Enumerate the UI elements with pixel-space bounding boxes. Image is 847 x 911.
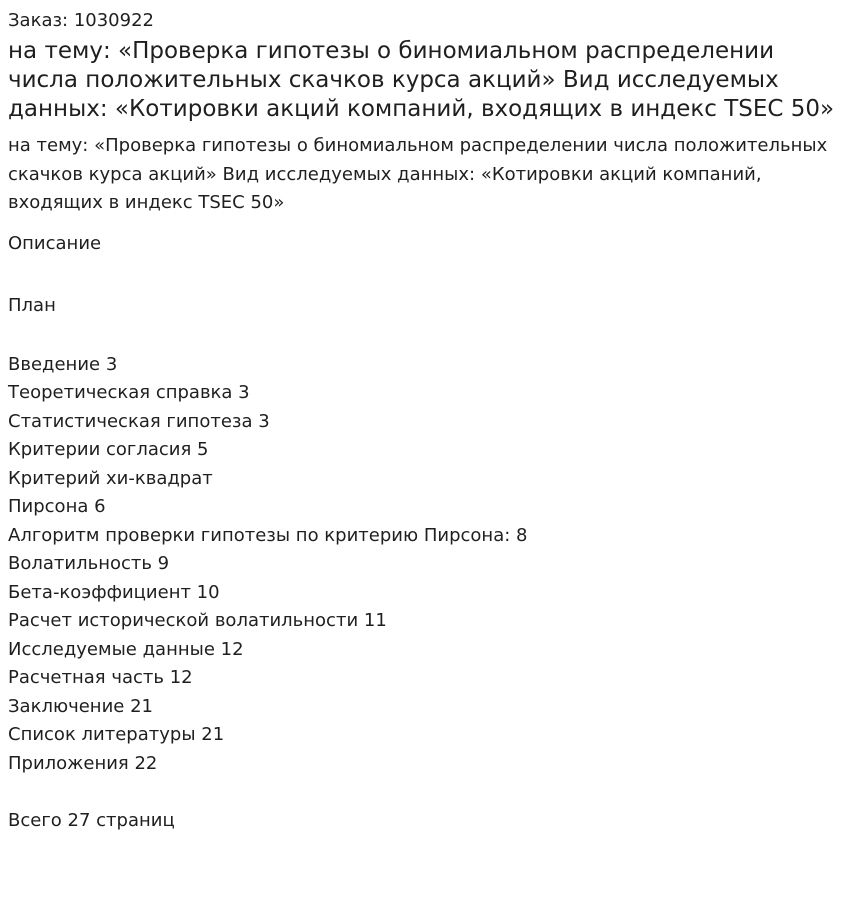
toc-item: Статистическая гипотеза 3 (8, 410, 270, 432)
toc-item: Расчетная часть 12 (8, 667, 193, 688)
toc-item: Исследуемые данные 12 (8, 638, 244, 660)
toc-item: Приложения 22 (8, 752, 158, 774)
toc-item: Критерии согласия 5 (8, 439, 209, 460)
plan-label: План (8, 294, 56, 316)
toc-item: Список литературы 21 (8, 724, 225, 745)
toc-item: Заключение 21 (8, 695, 153, 717)
description-label: Описание (8, 232, 102, 254)
document-title: на тему: «Проверка гипотезы о биномиальном распределении числа положительных скачков курса акций» Вид исследуемых данных: «Котировки акций компаний, входящих в индекс TSEC 50» (8, 38, 835, 122)
toc-item: Бета-коэффициент 10 (8, 581, 220, 603)
total-pages: Всего 27 страниц (8, 809, 175, 831)
toc-item: Пирсона 6 (8, 496, 106, 517)
toc-item: Введение 3 (8, 353, 118, 375)
toc-item: Волатильность 9 (8, 553, 170, 574)
toc-item: Расчет исторической волатильности 11 (8, 610, 387, 631)
toc-item: Критерий хи-квадрат (8, 467, 213, 489)
toc-item: Алгоритм проверки гипотезы по критерию Пирсона: 8 (8, 524, 528, 546)
table-of-contents (8, 351, 839, 779)
toc-item: Теоретическая справка 3 (8, 382, 250, 403)
order-number: Заказ: 1030922 (8, 10, 154, 31)
document-subtitle: на тему: «Проверка гипотезы о биномиальном распределении числа положительных скачков курса акций» Вид исследуемых данных: «Котировки акций компаний, входящих в индекс TSEC 50» (8, 135, 828, 213)
